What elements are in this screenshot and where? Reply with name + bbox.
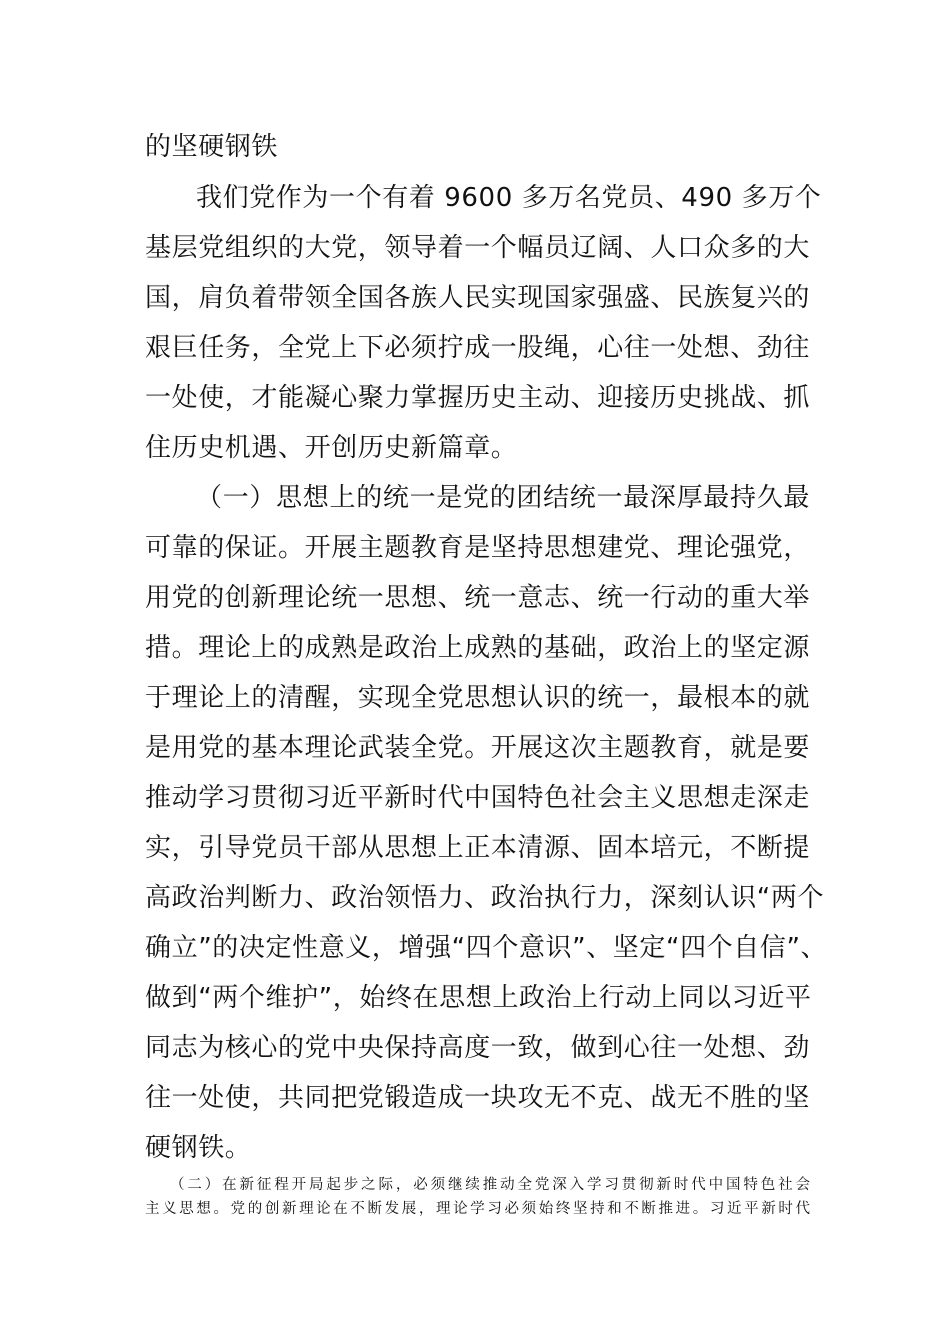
text-line: 往一处使，共同把党锻造成一块攻无不克、战无不胜的坚 (145, 1083, 811, 1113)
text-line: 住历史机遇、开创历史新篇章。 (145, 433, 518, 463)
text-line: 艰巨任务，全党上下必须拧成一股绳，心往一处想、劲往 (145, 333, 811, 363)
section-heading-line: （一）思想上的统一是党的团结统一最深厚最持久最 (196, 483, 810, 513)
text-line: 于理论上的清醒，实现全党思想认识的统一，最根本的就 (145, 683, 811, 713)
text-line: 国，肩负着带领全国各族人民实现国家强盛、民族复兴的 (145, 283, 811, 313)
text-line: 是用党的基本理论武装全党。开展这次主题教育，就是要 (145, 733, 811, 763)
text-line: 的坚硬钢铁 (145, 132, 279, 162)
text-line: 一处使，才能凝心聚力掌握历史主动、迎接历史挑战、抓 (145, 383, 811, 413)
text-line: 硬钢铁。 (145, 1133, 252, 1163)
text-line: 确立”的决定性意义，增强“四个意识”、坚定“四个自信”、 (145, 933, 828, 963)
text-line: 用党的创新理论统一思想、统一意志、统一行动的重大举 (145, 583, 811, 613)
text-line: 实，引导党员干部从思想上正本清源、固本培元，不断提 (145, 833, 811, 863)
small-text-line: （二）在新征程开局起步之际，必须继续推动全党深入学习贯彻新时代中国特色社会 (170, 1177, 810, 1193)
text-line: 我们党作为一个有着 9600 多万名党员、490 多万个 (196, 183, 822, 213)
text-line: 高政治判断力、政治领悟力、政治执行力，深刻认识“两个 (145, 883, 825, 913)
text-line: 可靠的保证。开展主题教育是坚持思想建党、理论强党， (145, 533, 811, 563)
text-line: 同志为核心的党中央保持高度一致，做到心往一处想、劲 (145, 1033, 811, 1063)
text-line: 做到“两个维护”，始终在思想上政治上行动上同以习近平 (145, 983, 812, 1013)
text-line: 基层党组织的大党，领导着一个幅员辽阔、人口众多的大 (145, 233, 811, 263)
text-line: 措。理论上的成熟是政治上成熟的基础，政治上的坚定源 (145, 633, 811, 663)
small-text-line: 主义思想。党的创新理论在不断发展，理论学习必须始终坚持和不断推进。习近平新时代 (145, 1201, 810, 1217)
text-line: 推动学习贯彻习近平新时代中国特色社会主义思想走深走 (145, 783, 811, 813)
